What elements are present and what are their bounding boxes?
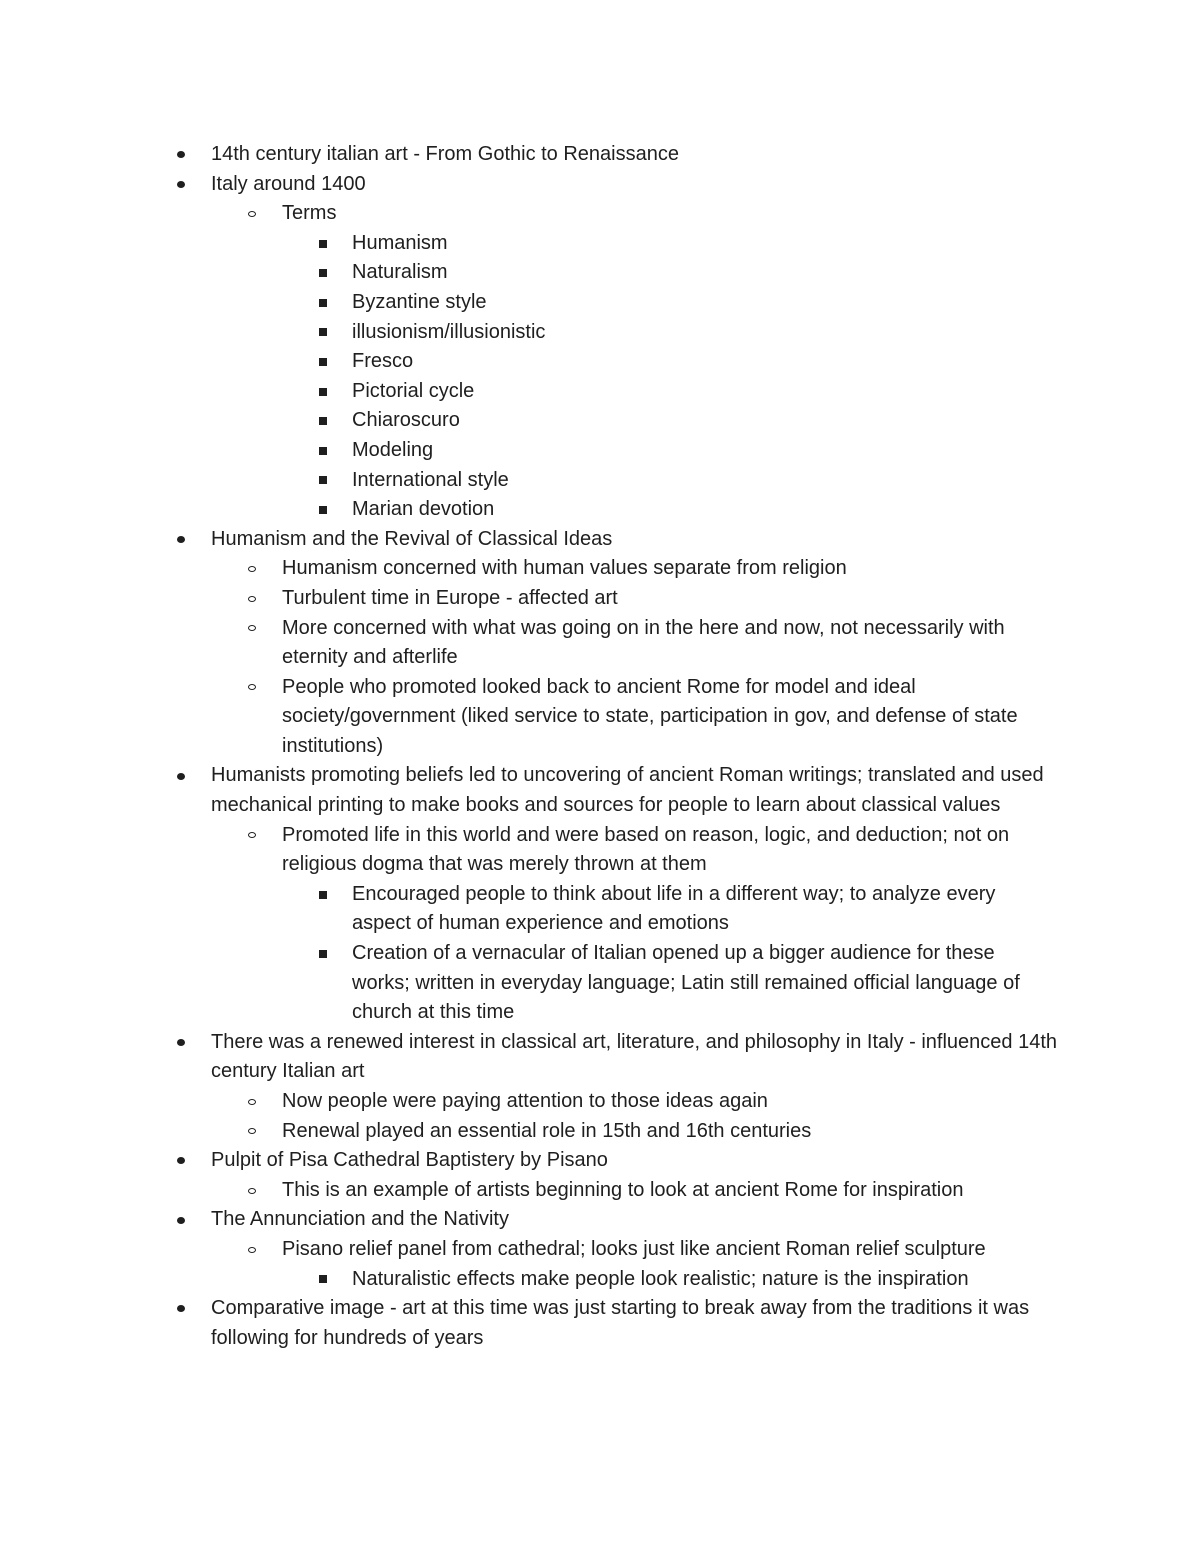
item-text: Chiaroscuro (352, 409, 460, 432)
item-text: Humanists promoting beliefs led to uncovering of ancient Roman writings; translated and used mechanical printing to make books and sources for people to learn about classical values (211, 764, 1044, 817)
sub-bullet-item (0, 614, 1052, 673)
sub-bullet-item (0, 1176, 1052, 1206)
sub-sub-bullet-item (0, 258, 1057, 288)
bullet-item (0, 1146, 1066, 1176)
bullet-item (0, 1294, 1066, 1353)
item-text: illusionism/illusionistic (352, 320, 546, 343)
sub-sub-bullet-item (0, 288, 1057, 318)
item-text: Creation of a vernacular of Italian opened up a bigger audience for these works; written in everyday language; Latin still remained official language of church at this time (352, 942, 1020, 1024)
sub-sub-bullet-item (0, 880, 1057, 939)
sub-bullet-item (0, 1087, 1052, 1117)
bullet-item (0, 1028, 1066, 1087)
bullet-item (0, 761, 1066, 820)
sub-sub-bullet-item (0, 406, 1057, 436)
item-text: Renewal played an essential role in 15th and 16th centuries (282, 1119, 812, 1142)
bullet-item (0, 170, 1066, 200)
filled-dot-bullet-icon (177, 1028, 185, 1058)
item-text: Promoted life in this world and were based on reason, logic, and deduction; not on religious dogma that was merely thrown at them (282, 823, 1010, 876)
filled-dot-bullet-icon (177, 140, 185, 170)
hollow-circle-bullet-icon (248, 1117, 256, 1147)
item-text: Humanism concerned with human values separate from religion (282, 557, 847, 580)
sub-sub-bullet-item (0, 466, 1057, 496)
sub-sub-bullet-item (0, 495, 1057, 525)
bullet-item (0, 140, 1066, 170)
hollow-circle-bullet-icon (248, 1176, 256, 1206)
sub-sub-bullet-item (0, 939, 1057, 1028)
item-text: There was a renewed interest in classical art, literature, and philosophy in Italy - influenced 14th century Italian art (211, 1030, 1058, 1083)
sub-sub-bullet-item (0, 318, 1057, 348)
square-bullet-icon (319, 347, 327, 377)
bullet-item (0, 525, 1066, 555)
item-text: People who promoted looked back to ancient Rome for model and ideal society/government (liked service to state, participation in gov, and defense of state institutions) (282, 675, 1018, 757)
square-bullet-icon (319, 436, 327, 466)
filled-dot-bullet-icon (177, 170, 185, 200)
sub-bullet-item (0, 673, 1052, 762)
sub-bullet-item (0, 199, 1052, 229)
square-bullet-icon (319, 229, 327, 259)
filled-dot-bullet-icon (177, 1146, 185, 1176)
square-bullet-icon (319, 1265, 327, 1295)
sub-bullet-item (0, 584, 1052, 614)
sub-sub-bullet-item (0, 229, 1057, 259)
square-bullet-icon (319, 318, 327, 348)
hollow-circle-bullet-icon (248, 614, 256, 644)
item-text: Turbulent time in Europe - affected art (282, 586, 618, 609)
bullet-item (0, 1205, 1066, 1235)
item-text: Terms (282, 202, 337, 225)
notes-page (0, 140, 1200, 1353)
sub-bullet-item (0, 821, 1052, 880)
square-bullet-icon (319, 495, 327, 525)
hollow-circle-bullet-icon (248, 673, 256, 703)
item-text: 14th century italian art - From Gothic to Renaissance (211, 143, 679, 165)
item-text: Naturalistic effects make people look realistic; nature is the inspiration (352, 1267, 969, 1290)
item-text: Pulpit of Pisa Cathedral Baptistery by Pisano (211, 1149, 608, 1172)
item-text: Now people were paying attention to those ideas again (282, 1090, 768, 1112)
filled-dot-bullet-icon (177, 761, 185, 791)
item-text: This is an example of artists beginning to look at ancient Rome for inspiration (282, 1178, 964, 1201)
item-text: Marian devotion (352, 498, 495, 521)
sub-sub-bullet-item (0, 436, 1057, 466)
item-text: Byzantine style (352, 290, 487, 313)
item-text: Comparative image - art at this time was just starting to break away from the traditions it was following for hundreds of years (211, 1297, 1030, 1349)
hollow-circle-bullet-icon (248, 821, 256, 851)
item-text: Pisano relief panel from cathedral; looks just like ancient Roman relief sculpture (282, 1237, 986, 1260)
item-text: The Annunciation and the Nativity (211, 1208, 509, 1231)
filled-dot-bullet-icon (177, 1205, 185, 1235)
square-bullet-icon (319, 406, 327, 436)
item-text: Encouraged people to think about life in a different way; to analyze every aspect of human experience and emotions (352, 882, 996, 935)
sub-sub-bullet-item (0, 1265, 1057, 1295)
sub-bullet-item (0, 554, 1052, 584)
sub-bullet-item (0, 1235, 1052, 1265)
item-text: Pictorial cycle (352, 379, 475, 402)
square-bullet-icon (319, 939, 327, 969)
sub-sub-bullet-item (0, 347, 1057, 377)
item-text: International style (352, 468, 509, 491)
sub-bullet-item (0, 1117, 1052, 1147)
item-text: More concerned with what was going on in the here and now, not necessarily with eternity and afterlife (282, 616, 1005, 669)
item-text: Naturalism (352, 261, 448, 284)
square-bullet-icon (319, 377, 327, 407)
filled-dot-bullet-icon (177, 525, 185, 555)
hollow-circle-bullet-icon (248, 199, 256, 229)
item-text: Modeling (352, 438, 434, 461)
square-bullet-icon (319, 880, 327, 910)
item-text: Humanism and the Revival of Classical Ideas (211, 527, 613, 550)
hollow-circle-bullet-icon (248, 554, 256, 584)
sub-sub-bullet-item (0, 377, 1057, 407)
square-bullet-icon (319, 258, 327, 288)
square-bullet-icon (319, 466, 327, 496)
hollow-circle-bullet-icon (248, 584, 256, 614)
item-text: Fresco (352, 350, 414, 373)
filled-dot-bullet-icon (177, 1294, 185, 1324)
hollow-circle-bullet-icon (248, 1235, 256, 1265)
hollow-circle-bullet-icon (248, 1087, 256, 1117)
square-bullet-icon (319, 288, 327, 318)
item-text: Italy around 1400 (211, 172, 366, 195)
item-text: Humanism (352, 231, 448, 254)
